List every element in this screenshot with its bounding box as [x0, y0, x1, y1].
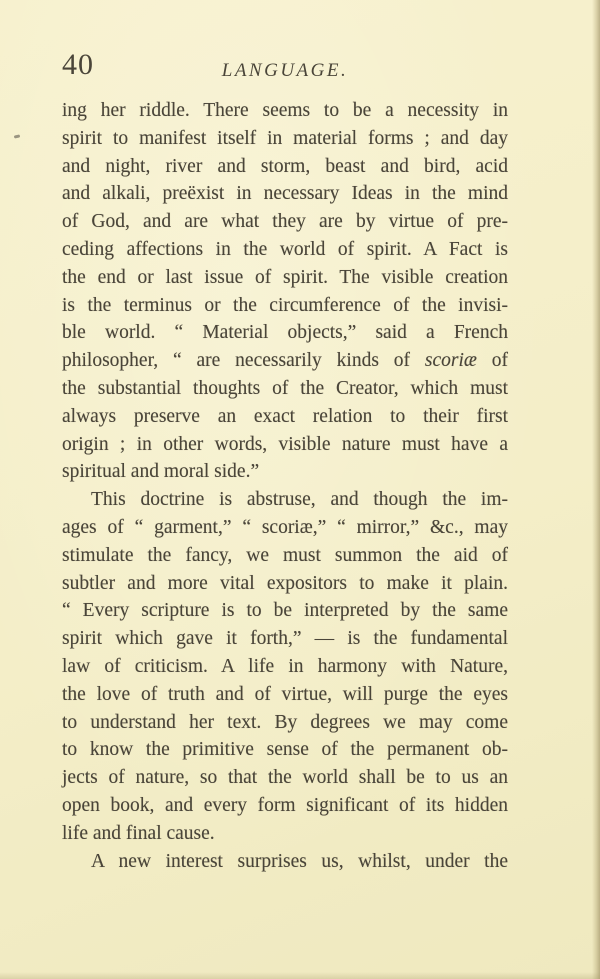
text-line: law of criticism. A life in harmony with Nature, [62, 655, 508, 677]
text-line: ceding affections in the world of spirit. A Fact is [62, 238, 508, 260]
text-segment: of [476, 350, 508, 372]
text-line: jects of nature, so that the world shall be to us an [62, 767, 508, 789]
text-line: “ Every scripture is to be interpreted by the same [62, 600, 508, 622]
text-line: of God, and are what they are by virtue of pre- [62, 211, 508, 233]
text-line: ages of “ garment,” “ scoriæ,” “ mirror,” &c., may [62, 516, 508, 538]
paragraph-2 [62, 486, 508, 847]
text-line: the love of truth and of virtue, will purge the eyes [62, 683, 508, 705]
text-line: and alkali, preëxist in necessary Ideas in the mind [62, 183, 508, 205]
running-title: LANGUAGE. [221, 60, 349, 81]
page-text-block [62, 97, 508, 875]
text-line: and night, river and storm, beast and bird, acid [62, 155, 508, 177]
text-line: stimulate the fancy, we must summon the aid of [62, 544, 508, 566]
page-number: 40 [62, 48, 94, 81]
text-line: subtler and more vital expositors to make it plain. [62, 572, 508, 594]
scan-speck [14, 134, 20, 138]
italic-word: scoriæ [424, 350, 477, 372]
text-line: to understand her text. By degrees we may come [62, 711, 508, 733]
text-line: spirit to manifest itself in material forms ; and day [62, 127, 508, 149]
text-line: ble world. “ Material objects,” said a French [62, 322, 508, 344]
text-line: ing her riddle. There seems to be a necessity in [62, 100, 508, 121]
text-line [62, 347, 508, 375]
text-line: the end or last issue of spirit. The visible creation [62, 266, 508, 288]
text-line: This doctrine is abstruse, and though the im- [91, 489, 508, 511]
text-line: spiritual and moral side.” [62, 461, 260, 483]
page-edge-shadow-right [592, 0, 600, 979]
text-line: the substantial thoughts of the Creator, which must [62, 377, 508, 399]
text-segment: philosopher, “ are necessarily kinds of [62, 350, 425, 372]
text-line: open book, and every form significant of its hidden [62, 794, 508, 816]
paragraph-1 [62, 97, 508, 486]
page-edge-shadow-bottom [0, 972, 600, 979]
text-line: life and final cause. [62, 822, 215, 844]
paragraph-3 [62, 848, 508, 876]
text-line: A new interest surprises us, whilst, under the [91, 850, 508, 872]
text-line: to know the primitive sense of the permanent ob- [62, 739, 508, 761]
text-line: origin ; in other words, visible nature must have a [62, 433, 508, 455]
text-line: is the terminus or the circumference of the invisi- [62, 294, 508, 316]
text-line: spirit which gave it forth,” — is the fundamental [62, 628, 508, 650]
text-line: always preserve an exact relation to their first [62, 405, 508, 427]
